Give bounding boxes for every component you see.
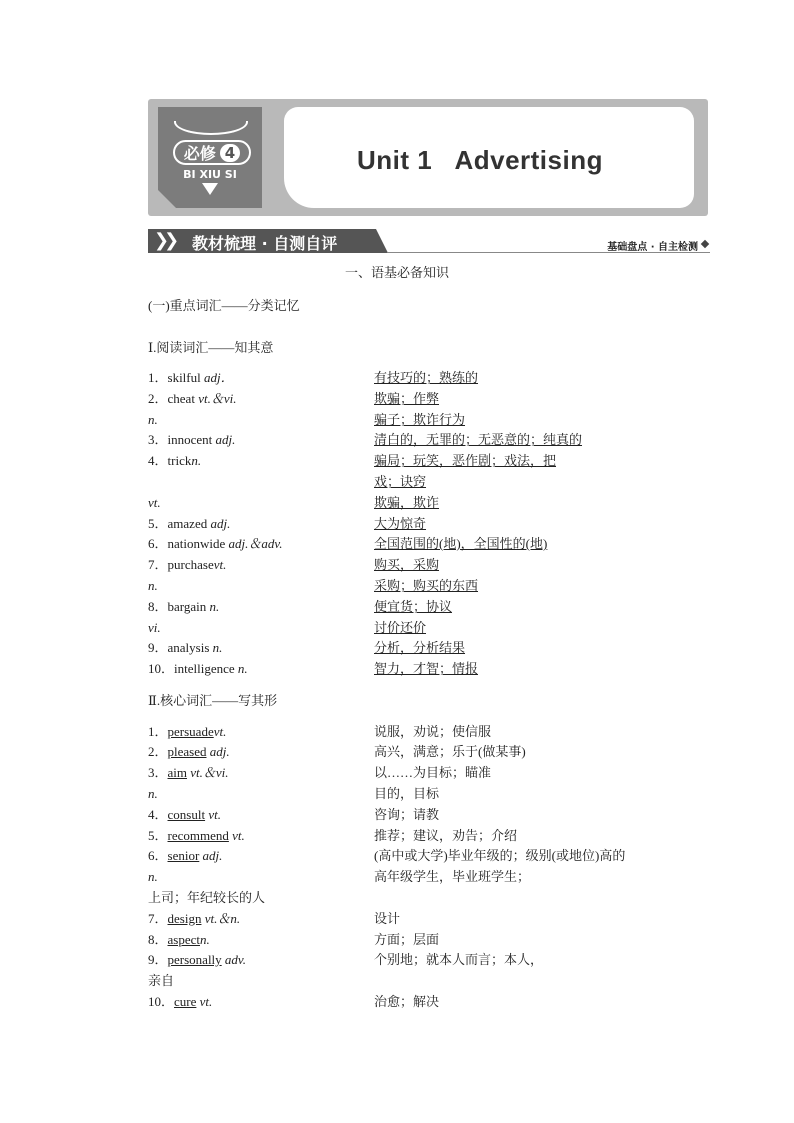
item-number: 3． <box>148 432 168 447</box>
item-number: 8． <box>148 932 168 947</box>
vocab-row <box>148 535 708 553</box>
meaning: 购买，采购 <box>374 557 440 572</box>
word: pleased <box>167 744 207 759</box>
badge-number: 4 <box>220 144 240 162</box>
term <box>148 556 226 574</box>
term <box>148 660 248 678</box>
word: persuade <box>167 724 214 739</box>
part2-title: Ⅱ.核心词汇——写其形 <box>148 693 278 708</box>
part-of-speech: n. <box>191 453 202 468</box>
item-number: 4． <box>148 453 168 468</box>
meaning: (高中或大学)毕业年级的；级别(或地位)高的 <box>374 848 626 863</box>
unit-banner <box>148 99 708 216</box>
meaning: 全国范围的(地)，全国性的(地) <box>374 536 548 551</box>
item-number: 7． <box>148 557 168 572</box>
meaning: 戏；诀窍 <box>374 474 427 489</box>
vocab-row <box>148 993 708 1011</box>
vocab-row <box>148 847 708 865</box>
part-of-speech: vt. <box>199 994 213 1009</box>
item-number: 4． <box>148 807 168 822</box>
word: analysis <box>167 640 210 655</box>
part-of-speech: vi. <box>148 620 161 635</box>
item-number: 2． <box>148 391 168 406</box>
meaning: 个别地；就本人而言；本人， <box>374 952 544 967</box>
part-of-speech: vt. <box>208 807 221 822</box>
vocab-row <box>148 598 708 616</box>
vocab-row <box>148 619 708 637</box>
meaning: 设计 <box>374 911 401 926</box>
term <box>148 931 210 949</box>
meaning: 咨询；请教 <box>374 807 440 822</box>
vocab-row <box>148 827 708 845</box>
meaning: 欺骗，欺诈 <box>374 495 440 510</box>
meaning: 骗子；欺诈行为 <box>374 412 466 427</box>
word: purchase <box>167 557 214 572</box>
meaning: 有技巧的；熟练的 <box>374 370 479 385</box>
subheading: (一)重点词汇——分类记忆 <box>148 298 300 313</box>
part-of-speech: adj． <box>204 370 234 385</box>
item-number: 2． <box>148 744 168 759</box>
term <box>148 993 212 1011</box>
vocab-row <box>148 556 708 574</box>
badge-arc-decoration <box>174 121 248 135</box>
word: amazed <box>167 516 208 531</box>
vocab-row <box>148 868 708 886</box>
vocab-row <box>148 764 708 782</box>
part-of-speech: n. <box>148 869 158 884</box>
vocab-row <box>148 951 708 969</box>
part-of-speech: adj. <box>202 848 223 863</box>
term <box>148 806 221 824</box>
part-of-speech: n. <box>212 640 223 655</box>
word: innocent <box>167 432 213 447</box>
vocab-row <box>148 785 708 803</box>
vocab-row <box>148 494 708 512</box>
term <box>148 743 230 761</box>
item-number: 3． <box>148 765 168 780</box>
part-of-speech: n. <box>148 578 158 593</box>
meaning-wrap: 亲自 <box>148 973 175 988</box>
item-number: 8． <box>148 599 168 614</box>
chevron-right-icon: ❯❯ <box>154 230 175 251</box>
vocab-row <box>148 723 708 741</box>
word: recommend <box>167 828 229 843</box>
item-number: 5． <box>148 828 168 843</box>
item-number: 5． <box>148 516 168 531</box>
meaning: 说服，劝说；使信服 <box>374 724 492 739</box>
word: personally <box>167 952 222 967</box>
vocab-row <box>148 515 708 533</box>
vocab-row <box>148 431 708 449</box>
vocab-row <box>148 577 708 595</box>
term <box>148 951 246 969</box>
term <box>148 598 219 616</box>
part-of-speech: adv. <box>224 952 246 967</box>
term <box>148 390 236 408</box>
word: cure <box>174 994 197 1009</box>
vocab-row <box>148 660 708 678</box>
word: nationwide <box>167 536 226 551</box>
vocab-row <box>148 411 708 429</box>
vocab-row <box>148 452 708 470</box>
term <box>148 452 201 470</box>
part-of-speech: adj. <box>209 744 230 759</box>
section-header-right-text: 基础盘点 · 自主检测 <box>607 242 698 253</box>
main-heading: 一、语基必备知识 <box>344 265 449 280</box>
vocab-row-wrap <box>148 889 708 907</box>
word: skilful <box>167 370 201 385</box>
word: aim <box>167 765 188 780</box>
part-of-speech: n. <box>148 412 158 427</box>
vocab-row <box>148 369 708 387</box>
part-of-speech: vt.＆vi. <box>190 765 229 780</box>
badge-pill <box>173 140 251 165</box>
part-of-speech: vt.＆vi. <box>198 391 237 406</box>
badge-label: 必修 <box>183 144 216 163</box>
vocab-row <box>148 639 708 657</box>
meaning: 治愈；解决 <box>374 994 440 1009</box>
word: intelligence <box>174 661 235 676</box>
word: design <box>167 911 202 926</box>
term <box>148 764 229 782</box>
meaning: 高年级学生，毕业班学生； <box>374 869 531 884</box>
meaning: 以……为目标；瞄准 <box>374 765 492 780</box>
part-of-speech: n. <box>200 932 210 947</box>
section-header-label: 教材梳理 · 自测自评 <box>192 234 338 253</box>
meaning-wrap: 上司；年纪较长的人 <box>148 890 266 905</box>
term <box>148 827 245 845</box>
term <box>148 847 222 865</box>
meaning: 目的，目标 <box>374 786 440 801</box>
part-of-speech: vt. <box>148 495 161 510</box>
item-number: 10． <box>148 661 175 676</box>
part-of-speech: vt. <box>232 828 245 843</box>
meaning: 欺骗；作弊 <box>374 391 440 406</box>
vocab-row <box>148 931 708 949</box>
badge-corner-fold <box>158 190 176 208</box>
meaning: 高兴，满意；乐于(做某事) <box>374 744 526 759</box>
item-number: 6． <box>148 536 168 551</box>
term <box>148 431 235 449</box>
badge-pinyin: BI XIU SI <box>183 168 237 181</box>
vocab-row <box>148 390 708 408</box>
meaning: 智力，才智；情报 <box>374 661 479 676</box>
part-of-speech: vt.＆n. <box>204 911 241 926</box>
word: consult <box>167 807 206 822</box>
word: cheat <box>167 391 195 406</box>
section-header <box>148 227 710 255</box>
unit-title: Unit 1 Advertising <box>357 145 603 175</box>
word: bargain <box>167 599 207 614</box>
meaning: 讨价还价 <box>374 620 427 635</box>
vocab-row <box>148 743 708 761</box>
term <box>148 723 226 741</box>
part-of-speech: n. <box>237 661 248 676</box>
term <box>148 910 240 928</box>
meaning: 大为惊奇 <box>374 516 427 531</box>
vocab-row-wrap <box>148 972 708 990</box>
meaning: 便宜货；协议 <box>374 599 453 614</box>
vocab-row <box>148 806 708 824</box>
term <box>148 369 234 387</box>
item-number: 1． <box>148 370 168 385</box>
textbook-badge <box>158 107 262 208</box>
part-of-speech: vt. <box>213 557 227 572</box>
item-number: 9． <box>148 952 168 967</box>
meaning: 分析，分析结果 <box>374 640 466 655</box>
part1-title: Ⅰ.阅读词汇——知其意 <box>148 340 274 355</box>
item-number: 6． <box>148 848 168 863</box>
term <box>148 515 230 533</box>
item-number: 1． <box>148 724 168 739</box>
word: trick <box>167 453 192 468</box>
part-of-speech: adj.＆adv. <box>228 536 283 551</box>
word: senior <box>167 848 200 863</box>
title-card <box>284 107 694 208</box>
meaning: 推荐；建议，劝告；介绍 <box>374 828 518 843</box>
diamond-icon <box>701 240 709 248</box>
meaning: 采购；购买的东西 <box>374 578 479 593</box>
item-number: 10． <box>148 994 175 1009</box>
meaning: 方面；层面 <box>374 932 440 947</box>
meaning: 骗局；玩笑，恶作剧；戏法，把 <box>374 453 557 468</box>
vocab-row <box>148 910 708 928</box>
part-of-speech: adj. <box>210 516 231 531</box>
meaning: 清白的，无罪的；无恶意的；纯真的 <box>374 432 583 447</box>
part-of-speech: n. <box>209 599 220 614</box>
term <box>148 639 222 657</box>
part-of-speech: adj. <box>215 432 236 447</box>
word: aspect <box>167 932 200 947</box>
part-of-speech: n. <box>148 786 158 801</box>
part-of-speech: vt. <box>213 724 227 739</box>
term <box>148 535 282 553</box>
badge-triangle-icon <box>202 183 218 195</box>
vocab-row-continuation <box>148 473 708 491</box>
item-number: 7． <box>148 911 168 926</box>
item-number: 9． <box>148 640 168 655</box>
